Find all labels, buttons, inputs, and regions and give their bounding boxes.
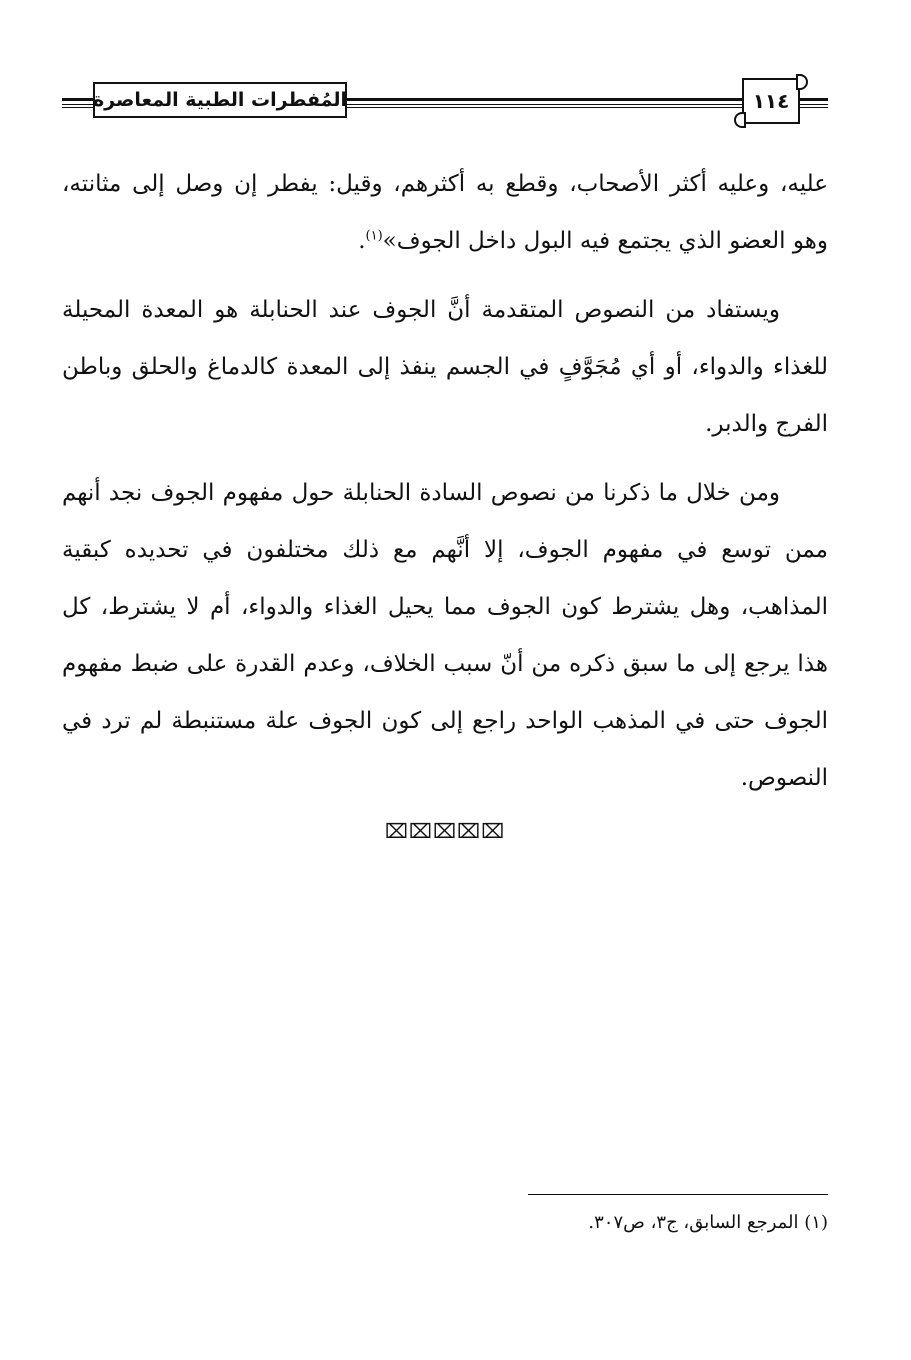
paragraph-tail: . [358, 228, 366, 254]
paragraph: ويستفاد من النصوص المتقدمة أنَّ الجوف عند الحنابلة هو المعدة المحيلة للغذاء والدواء، أو أي مُجَوَّفٍ في الجسم ينفذ إلى المعدة كالدماغ والحلق وباطن الفرج والدبر. [62, 297, 828, 437]
book-title: المُفطرات الطبية المعاصرة [93, 82, 347, 118]
footnote: (١) المرجع السابق، ج٣، ص٣٠٧. [588, 1212, 828, 1233]
footnote-reference: (١) [365, 228, 383, 244]
running-header [62, 74, 828, 134]
section-end-ornament: ⌧⌧⌧⌧⌧ [384, 819, 506, 843]
page-number: ١١٤ [742, 78, 800, 124]
paragraph-text: عليه، وعليه أكثر الأصحاب، وقطع به أكثرهم، وقيل: يفطر إن وصل إلى مثانته، وهو العضو الذي يجتمع فيه البول داخل الجوف» [62, 171, 828, 254]
footnote-separator [528, 1194, 828, 1195]
page-body [62, 156, 828, 843]
paragraph: ومن خلال ما ذكرنا من نصوص السادة الحنابلة حول مفهوم الجوف نجد أنهم ممن توسع في مفهوم الجوف، إلا أنَّهم مع ذلك مختلفون في تحديده كبقية المذاهب، وهل يشترط كون الجوف مما يحيل الغذاء والدواء، أم لا يشترط، كل هذا يرجع إلى ما سبق ذكره من أنّ سبب الخلاف، وعدم القدرة على ضبط مفهوم الجوف حتى في المذهب الواحد راجع إلى كون الجوف علة مستنبطة لم ترد في النصوص. [62, 480, 828, 791]
paragraph-continuation [62, 156, 828, 270]
